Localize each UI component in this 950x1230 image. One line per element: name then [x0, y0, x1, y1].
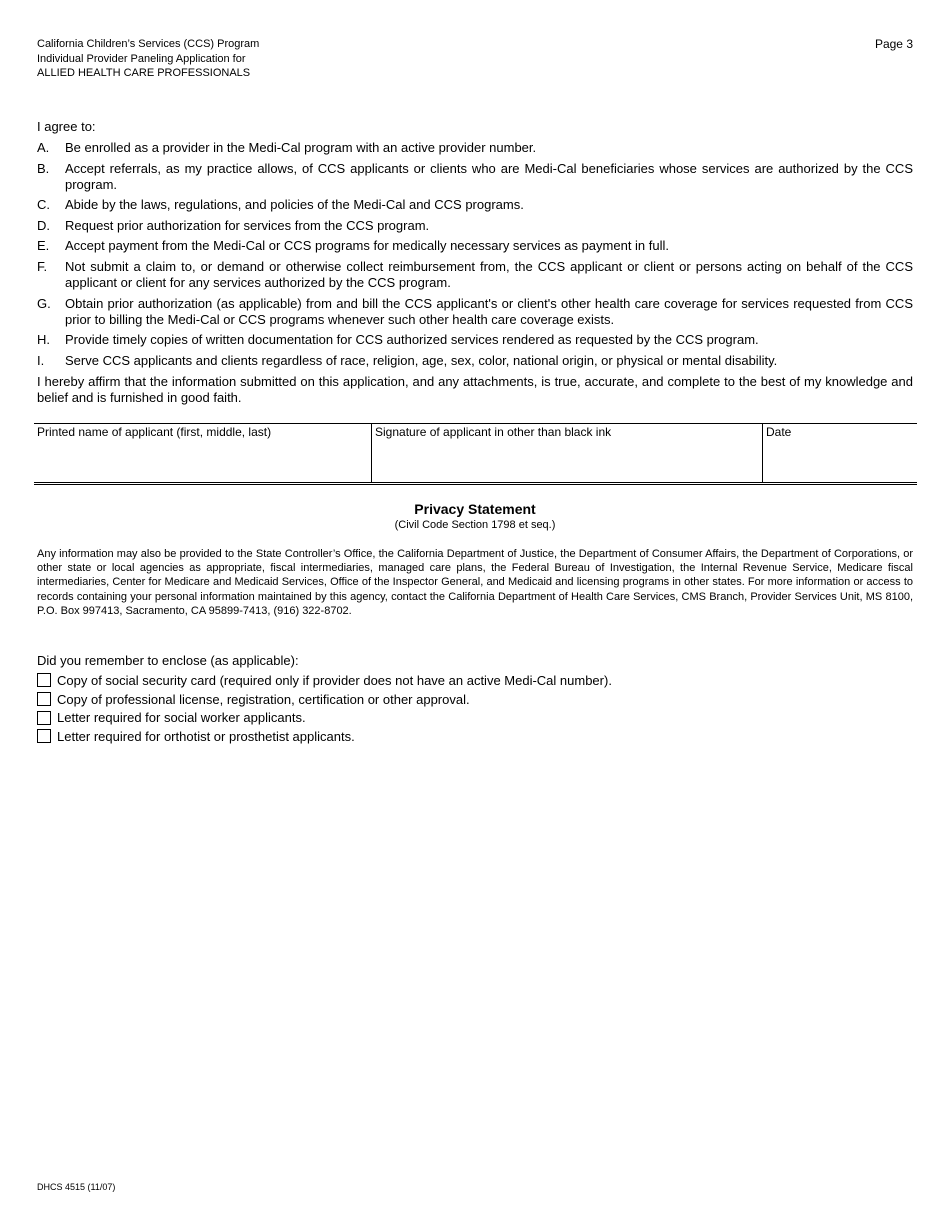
agreement-letter: G. [37, 295, 51, 311]
agreement-item [37, 161, 913, 193]
checklist-item [37, 708, 612, 727]
agreement-item [37, 238, 913, 254]
signature-label: Signature of applicant in other than black ink [375, 425, 612, 439]
agreement-item [37, 353, 913, 369]
agreement-letter: E. [37, 238, 50, 254]
agreement-text: Serve CCS applicants and clients regardless of race, religion, age, sex, color, national origin, or physical or mental disability. [65, 352, 778, 368]
printed-name-field[interactable] [34, 424, 372, 482]
checklist-label: Letter required for orthotist or prosthetist applicants. [57, 728, 355, 744]
application-name: Individual Provider Paneling Application for [37, 52, 246, 65]
agreement-text: Request prior authorization for services from the CCS program. [65, 217, 430, 233]
checkbox[interactable] [37, 673, 51, 687]
privacy-subtitle: (Civil Code Section 1798 et seq.) [394, 519, 556, 531]
agreement-text: Be enrolled as a provider in the Medi-Cal program with an active provider number. [65, 140, 537, 155]
checklist-label: Copy of professional license, registration, certification or other approval. [57, 691, 470, 707]
printed-name-label: Printed name of applicant (first, middle, last) [37, 425, 272, 439]
checklist-intro: Did you remember to enclose (as applicable): [37, 653, 299, 668]
form-header [37, 37, 259, 81]
enclosure-checklist [37, 671, 612, 746]
agreement-letter: A. [37, 140, 50, 155]
checklist-item [37, 690, 612, 709]
checkbox[interactable] [37, 692, 51, 706]
checkbox[interactable] [37, 729, 51, 743]
page-number: Page 3 [874, 37, 913, 51]
agreement-text: Provide timely copies of written documentation for CCS authorized services rendered as requested by the CCS program. [65, 332, 759, 348]
date-label: Date [766, 425, 792, 439]
agreement-letter: B. [37, 160, 50, 176]
agreement-intro: I agree to: [37, 119, 96, 134]
agreement-text: Not submit a claim to, or demand or otherwise collect reimbursement from, the CCS applicant or client or persons acting on behalf of the CCS applicant or client for any services authorized by the CCS program. [65, 258, 913, 290]
privacy-title: Privacy Statement [414, 501, 536, 517]
agreement-letter: C. [37, 197, 50, 213]
affirmation-statement: I hereby affirm that the information submitted on this application, and any attachments, is true, accurate, and complete to the best of my knowledge and belief and is furnished in good faith. [37, 374, 913, 405]
form-id: DHCS 4515 (11/07) [37, 1182, 116, 1192]
date-field[interactable] [763, 424, 917, 482]
agreement-item [37, 296, 913, 328]
agreement-text: Accept payment from the Medi-Cal or CCS programs for medically necessary services as payment in full. [65, 238, 669, 254]
application-category: ALLIED HEALTH CARE PROFESSIONALS [37, 67, 251, 79]
agreement-item [37, 259, 913, 291]
checklist-label: Letter required for social worker applicants. [57, 710, 306, 726]
agreement-list [37, 140, 913, 373]
agreement-letter: I. [37, 352, 45, 368]
agreement-text: Obtain prior authorization (as applicable) from and bill the CCS applicant's or client's other health care coverage for services requested from CCS prior to billing the Medi-Cal or CCS programs whenever such other health care coverage exists. [65, 295, 913, 327]
agreement-item [37, 218, 913, 234]
agreement-letter: F. [37, 258, 48, 274]
checklist-item [37, 727, 612, 746]
agreement-letter: D. [37, 217, 50, 233]
agreement-text: Accept referrals, as my practice allows, of CCS applicants or clients who are Medi-Cal beneficiaries whose services are authorized by the CCS program. [65, 160, 913, 192]
checklist-item [37, 671, 612, 690]
checkbox[interactable] [37, 711, 51, 725]
agreement-item [37, 332, 913, 348]
signature-field[interactable] [372, 424, 763, 482]
agreement-item [37, 197, 913, 213]
checklist-label: Copy of social security card (required only if provider does not have an active Medi-Cal number). [57, 672, 612, 688]
agreement-text: Abide by the laws, regulations, and policies of the Medi-Cal and CCS programs. [65, 197, 524, 213]
agreement-item [37, 140, 913, 156]
signature-table [34, 423, 917, 485]
privacy-body: Any information may also be provided to the State Controller’s Office, the California Department of Justice, the Department of Consumer Affairs, the Department of Corporations, or other state or local agencies as appropriate, fiscal intermediaries, managed care plans, the Federal Bureau of Investigation, the Internal Revenue Service, Medicare fiscal intermediaries, Center for Medicare and Medicaid Services, Office of the Inspector General, and Medicaid and licensing programs in other states. For more information or access to records containing your personal information maintained by this agency, contact the California Department of Health Care Services, CMS Branch, Provider Services Unit, MS 8100, P.O. Box 997413, Sacramento, CA 95899-7413, (916) 322-8702. [37, 548, 913, 617]
agreement-letter: H. [37, 332, 50, 348]
program-name: California Children’s Services (CCS) Program [37, 38, 260, 50]
